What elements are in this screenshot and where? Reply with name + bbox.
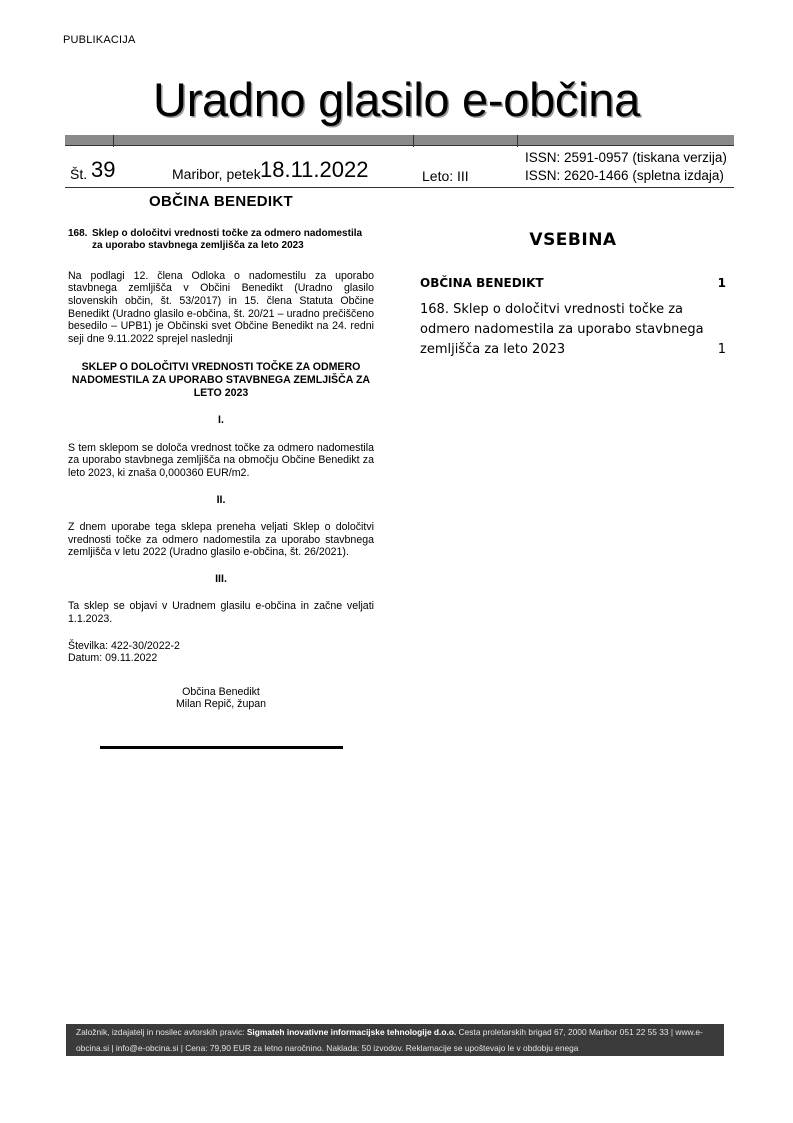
signature-block bbox=[68, 686, 374, 711]
issue-info-row bbox=[70, 150, 730, 186]
footer-prefix: Založnik, izdajatelj in nosilec avtorskih pravic: bbox=[76, 1027, 245, 1037]
rule-tick bbox=[113, 135, 114, 147]
publication-label: PUBLIKACIJA bbox=[63, 34, 136, 46]
masthead-rule bbox=[65, 135, 734, 145]
issue-number: 39 bbox=[91, 157, 116, 182]
table-of-contents bbox=[420, 220, 726, 360]
footer-details: Cesta proletarskih brigad 67, 2000 Maribor 051 22 55 33 | www.e-obcina.si | info@e-obcina.si | Cena: 79,90 EUR za letno naročnino. Naklada: 50 izvodov. Reklamacije se upoštevajo le v obdobju enega bbox=[76, 1027, 703, 1053]
rule-tick bbox=[517, 135, 518, 147]
masthead-rule-thin bbox=[65, 145, 734, 146]
decree-date: Datum: 09.11.2022 bbox=[68, 652, 158, 665]
article-heading: II. bbox=[216, 493, 226, 506]
signature-name: Milan Repič, župan bbox=[175, 698, 267, 711]
masthead-title: Uradno glasilo e-občina bbox=[153, 73, 640, 126]
issn-print: ISSN: 2591-0957 (tiskana verzija) bbox=[525, 150, 727, 165]
toc-section-page: 1 bbox=[717, 276, 726, 290]
article-heading: III. bbox=[215, 572, 227, 585]
article-text: S tem sklepom se določa vrednost točke za odmero nadomestila za uporabo stavbnega zemljišča na območju Občine Benedikt za leto 2023, ki znaša 0,000360 EUR/m2. bbox=[68, 441, 374, 479]
toc-title: VSEBINA bbox=[529, 230, 617, 250]
municipality-heading: OBČINA BENEDIKT bbox=[149, 193, 293, 210]
toc-entry-text[interactable]: 168. Sklep o določitvi vrednosti točke za odmero nadomestila za uporabo stavbnega zemljišča za leto 2023 bbox=[420, 302, 704, 357]
footer-publisher-info bbox=[66, 1024, 724, 1056]
preamble-text: Na podlagi 12. člena Odloka o nadomestilu za uporabo stavbnega zemljišča v Občini Benedikt (Uradno glasilo slovenskih občin, št. 53/2017) in 15. člena Statuta Občine Benedikt (Uradno glasilo e-občina, št. 20/21 – uradno prečiščeno besedilo – UPB1) je Občinski svet Občine Benedikt na 24. redni seji dne 9.11.2022 sprejel naslednji bbox=[68, 269, 374, 345]
toc-section-name: OBČINA BENEDIKT bbox=[420, 276, 544, 290]
toc-entry[interactable] bbox=[420, 300, 726, 360]
issue-rule bbox=[65, 187, 734, 188]
rule-tick bbox=[413, 135, 414, 147]
act-title bbox=[68, 228, 374, 253]
article-text: Z dnem uporabe tega sklepa preneha veljati Sklep o določitvi vrednosti točke za odmero nadomestila za uporabo stavbnega zemljišča v letu 2022 (Uradno glasilo e-občina, št. 26/2021). bbox=[68, 521, 374, 559]
issue-place-day: Maribor, petek bbox=[172, 166, 261, 182]
issue-year: Leto: III bbox=[422, 168, 469, 184]
act-title-text: Sklep o določitvi vrednosti točke za odmero nadomestila za uporabo stavbnega zemljišča za leto 2023 bbox=[92, 227, 363, 252]
act-number: 168. bbox=[68, 227, 88, 239]
end-rule bbox=[100, 746, 343, 749]
toc-section bbox=[420, 276, 726, 290]
article-heading: I. bbox=[218, 414, 224, 427]
left-column bbox=[68, 193, 374, 711]
decree-title: SKLEP O DOLOČITVI VREDNOSTI TOČKE ZA ODMERO NADOMESTILA ZA UPORABO STAVBNEGA ZEMLJIŠČA ZA LETO 2023 bbox=[71, 361, 371, 399]
footer-publisher: Sigmateh inovativne informacijske tehnologije d.o.o. bbox=[246, 1027, 457, 1037]
issue-number-label: Št. bbox=[70, 166, 88, 182]
reference-number: Številka: 422-30/2022-2 bbox=[68, 639, 180, 652]
issn-online: ISSN: 2620-1466 (spletna izdaja) bbox=[525, 168, 724, 183]
signature-org: Občina Benedikt bbox=[182, 685, 260, 698]
issue-date: 18.11.2022 bbox=[260, 157, 369, 182]
toc-entry-page: 1 bbox=[717, 342, 726, 357]
article-text: Ta sklep se objavi v Uradnem glasilu e-občina in začne veljati 1.1.2023. bbox=[68, 600, 374, 626]
